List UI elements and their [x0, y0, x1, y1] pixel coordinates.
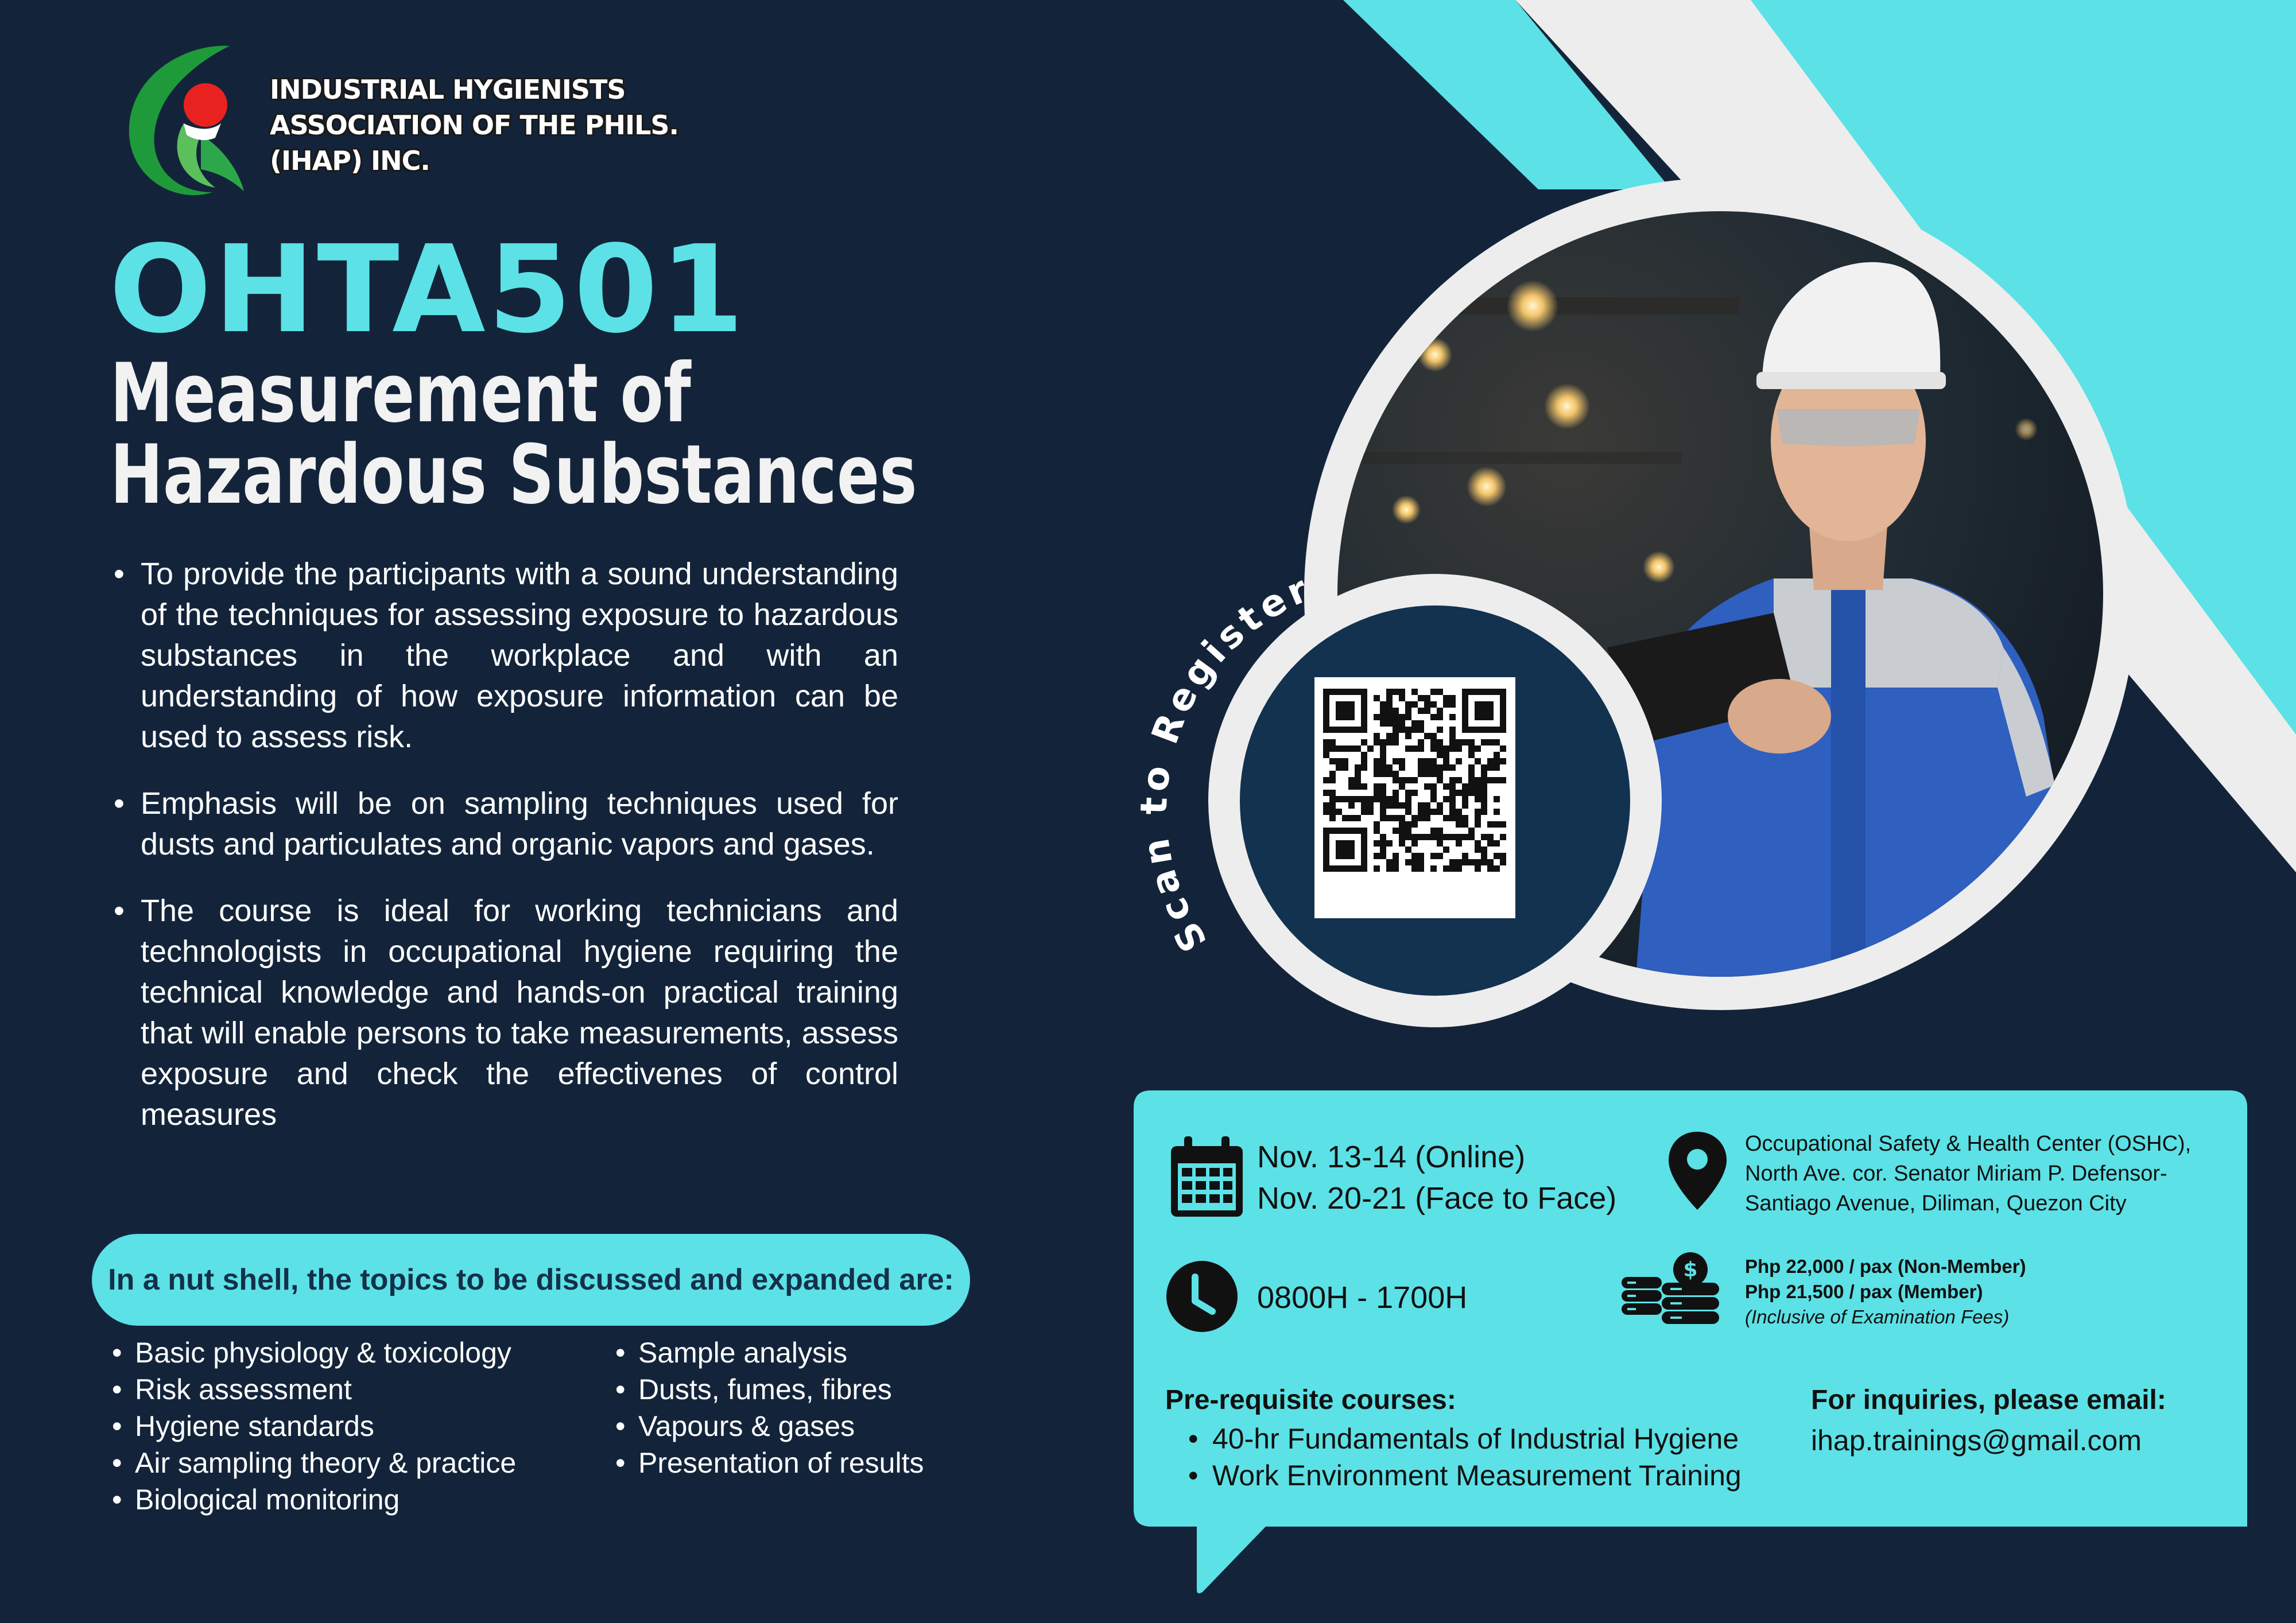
- objective-item: • To provide the participants with a sound understanding of the techniques for assessing exposure to hazardous substances in the workplace and with an understanding of how exposure information can be used to assess risk.: [112, 554, 898, 758]
- calendar-icon: [1168, 1133, 1246, 1220]
- venue-line: North Ave. cor. Senator Miriam P. Defensor-: [1745, 1162, 2167, 1186]
- svg-text:Scan to Register: [1133, 566, 1318, 959]
- date-online: Nov. 13-14 (Online): [1257, 1140, 1526, 1174]
- venue-address: [1745, 1129, 2191, 1218]
- inquiries-email[interactable]: ihap.trainings@gmail.com: [1811, 1424, 2142, 1457]
- course-code: OHTA501: [109, 219, 747, 360]
- inquiries-title: For inquiries, please email:: [1811, 1385, 2166, 1415]
- prerequisite-item: • Work Environment Measurement Training: [1188, 1457, 1742, 1494]
- topic-item: • Air sampling theory & practice: [112, 1445, 516, 1481]
- date-face-to-face: Nov. 20-21 (Face to Face): [1257, 1181, 1617, 1216]
- scan-to-register-label: [1079, 517, 1515, 1022]
- scan-to-register-text: Scan to Register: [1133, 566, 1318, 959]
- topic-item: • Sample analysis: [615, 1334, 924, 1371]
- topics-heading: In a nut shell, the topics to be discussed and expanded are:: [108, 1263, 954, 1296]
- topic-item: • Presentation of results: [615, 1445, 924, 1481]
- topic-item: • Dusts, fumes, fibres: [615, 1371, 924, 1408]
- location-pin-icon: [1667, 1131, 1728, 1211]
- objective-item: • The course is ideal for working technicians and technologists in occupational hygiene requiring the technical knowledge and hands-on practical training that will enable persons to take measurements, assess exposure and check the effectivenes of control measures: [112, 891, 898, 1135]
- course-title-line: Measurement of: [110, 346, 691, 441]
- topics-list-left: [112, 1334, 516, 1518]
- course-fees: [1745, 1254, 2026, 1330]
- topic-item: • Hygiene standards: [112, 1408, 516, 1445]
- coins-icon: [1619, 1251, 1725, 1326]
- org-name: [270, 72, 678, 178]
- svg-text:$: $: [1683, 1258, 1698, 1282]
- prerequisites-list: [1188, 1420, 1742, 1494]
- venue-line: Santiago Avenue, Diliman, Quezon City: [1745, 1191, 2127, 1216]
- fee-note: (Inclusive of Examination Fees): [1745, 1306, 2010, 1327]
- fee-member: Php 21,500 / pax (Member): [1745, 1281, 1983, 1302]
- objectives-list: [112, 554, 898, 1161]
- org-name-line: (IHAP) INC.: [270, 145, 430, 176]
- venue-line: Occupational Safety & Health Center (OSHC),: [1745, 1132, 2192, 1156]
- topics-list-right: [615, 1334, 924, 1481]
- org-name-line: ASSOCIATION OF THE PHILS.: [270, 110, 679, 141]
- course-time: 0800H - 1700H: [1257, 1280, 1468, 1315]
- course-dates: [1257, 1136, 1616, 1219]
- topic-item: • Vapours & gases: [615, 1408, 924, 1445]
- ihap-logo: [115, 37, 253, 209]
- clock-icon: [1165, 1260, 1239, 1333]
- org-name-line: INDUSTRIAL HYGIENISTS: [270, 74, 626, 105]
- prerequisites-title: Pre-requisite courses:: [1165, 1385, 1456, 1415]
- topics-heading-pill: [92, 1234, 970, 1326]
- course-title-line: Hazardous Substances: [110, 428, 917, 522]
- objective-item: • Emphasis will be on sampling techniques used for dusts and particulates and organic vapors and gases.: [112, 783, 898, 865]
- fee-non-member: Php 22,000 / pax (Non-Member): [1745, 1256, 2026, 1277]
- bubble-tail: [1197, 1527, 1266, 1595]
- topic-item: • Biological monitoring: [112, 1481, 516, 1518]
- topic-item: • Basic physiology & toxicology: [112, 1334, 516, 1371]
- prerequisite-item: • 40-hr Fundamentals of Industrial Hygiene: [1188, 1420, 1742, 1457]
- topic-item: • Risk assessment: [112, 1371, 516, 1408]
- course-title: [110, 346, 917, 522]
